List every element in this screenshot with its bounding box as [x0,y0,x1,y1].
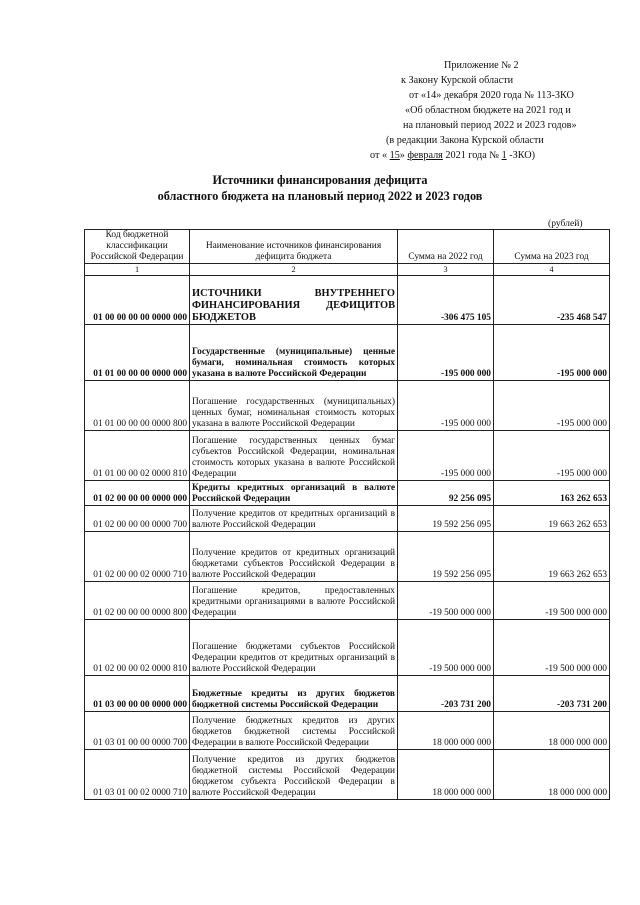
row-code: 01 03 01 00 00 0000 700 [85,712,190,750]
row-name: Получение кредитов из других бюджетов бюджетной системы Российской Федерации бюджетом субъекта Российской Федерации в валюте Российской Федерации [190,750,398,800]
title-line2: областного бюджета на плановый период 2022 и 2023 годов [157,189,483,203]
document-title [0,172,640,204]
law-reference: к Закону Курской области [401,75,514,86]
header-code: Код бюджетной классификации Российской Федерации [85,230,190,264]
row-amount-2023: 19 663 262 653 [494,506,610,532]
appendix-number: Приложение № 2 [444,60,519,71]
row-name: Получение кредитов от кредитных организаций в валюте Российской Федерации [190,506,398,532]
row-amount-2022: -306 475 105 [398,276,494,325]
row-amount-2023: 18 000 000 000 [494,712,610,750]
title-line1: Источники финансирования дефицита [212,173,428,187]
table-row [85,750,610,800]
law-title-line1: «Об областном бюджете на 2021 год и [405,105,571,116]
row-code: 01 01 00 00 00 0000 800 [85,381,190,431]
row-amount-2023: -19 500 000 000 [494,620,610,676]
row-amount-2022: 19 592 256 095 [398,506,494,532]
row-code: 01 02 00 00 00 0000 700 [85,506,190,532]
row-amount-2023: -19 500 000 000 [494,582,610,620]
revision-note: (в редакции Закона Курской области [386,135,544,146]
table-row [85,381,610,431]
row-name: Погашение бюджетами субъектов Российской Федерации кредитов от кредитных организаций в валюте Российской Федерации [190,620,398,676]
row-amount-2022: -195 000 000 [398,431,494,481]
row-amount-2022: 18 000 000 000 [398,750,494,800]
header-2023: Сумма на 2023 год [494,230,610,264]
row-amount-2022: -195 000 000 [398,381,494,431]
table-row [85,481,610,506]
table-row [85,276,610,325]
row-code: 01 01 00 00 00 0000 000 [85,325,190,381]
row-amount-2022: -19 500 000 000 [398,620,494,676]
col-number: 2 [190,264,398,276]
row-amount-2022: 19 592 256 095 [398,532,494,582]
row-amount-2023: -195 000 000 [494,381,610,431]
row-code: 01 02 00 00 00 0000 000 [85,481,190,506]
row-amount-2023: -203 731 200 [494,676,610,712]
table-row [85,582,610,620]
row-code: 01 03 00 00 00 0000 000 [85,676,190,712]
row-amount-2023: 163 262 653 [494,481,610,506]
financing-sources-table [84,229,610,800]
row-name: Погашение государственных ценных бумаг субъектов Российской Федерации, номинальная стоимость которых указана в валюте Российской Федерации [190,431,398,481]
row-code: 01 03 01 00 02 0000 710 [85,750,190,800]
row-amount-2023: -195 000 000 [494,431,610,481]
row-name: Бюджетные кредиты из других бюджетов бюджетной системы Российской Федерации [190,676,398,712]
row-amount-2022: -203 731 200 [398,676,494,712]
table-row [85,712,610,750]
row-amount-2022: 18 000 000 000 [398,712,494,750]
header-name: Наименование источников финансирования дефицита бюджета [190,230,398,264]
row-code: 01 02 00 00 00 0000 800 [85,582,190,620]
row-code: 01 01 00 00 02 0000 810 [85,431,190,481]
row-name: Получение кредитов от кредитных организаций бюджетами субъектов Российской Федерации в валюте Российской Федерации [190,532,398,582]
row-name: Погашение государственных (муниципальных) ценных бумаг, номинальная стоимость которых указана в валюте Российской Федерации [190,381,398,431]
row-code: 01 02 00 00 02 0000 710 [85,532,190,582]
header-2022: Сумма на 2022 год [398,230,494,264]
row-name: Кредиты кредитных организаций в валюте Российской Федерации [190,481,398,506]
row-amount-2022: -195 000 000 [398,325,494,381]
appendix-header [370,58,626,163]
table-row [85,325,610,381]
row-amount-2022: -19 500 000 000 [398,582,494,620]
row-amount-2023: -195 000 000 [494,325,610,381]
unit-label: (рублей) [548,218,583,229]
row-name: Получение бюджетных кредитов из других бюджетов бюджетной системы Российской Федерации в валюте Российской Федерации [190,712,398,750]
law-title-line2: на плановый период 2022 и 2023 годов» [403,120,577,131]
revision-date: от « 15» февраля 2021 года № 1 -ЗКО) [370,150,536,161]
row-name: ИСТОЧНИКИ ВНУТРЕННЕГО ФИНАНСИРОВАНИЯ ДЕФИЦИТОВ БЮДЖЕТОВ [190,276,398,325]
col-number: 1 [85,264,190,276]
row-amount-2023: 19 663 262 653 [494,532,610,582]
row-amount-2022: 92 256 095 [398,481,494,506]
row-code: 01 02 00 00 02 0000 810 [85,620,190,676]
col-number: 3 [398,264,494,276]
row-name: Государственные (муниципальные) ценные бумаги, номинальная стоимость которых указана в валюте Российской Федерации [190,325,398,381]
table-row [85,506,610,532]
row-name: Погашение кредитов, предоставленных кредитными организациями в валюте Российской Федерации [190,582,398,620]
row-amount-2023: 18 000 000 000 [494,750,610,800]
row-amount-2023: -235 468 547 [494,276,610,325]
law-date: от «14» декабря 2020 года № 113-ЗКО [409,90,574,101]
table-row [85,431,610,481]
table-row [85,532,610,582]
col-number: 4 [494,264,610,276]
table-row [85,676,610,712]
row-code: 01 00 00 00 00 0000 000 [85,276,190,325]
table-row [85,620,610,676]
